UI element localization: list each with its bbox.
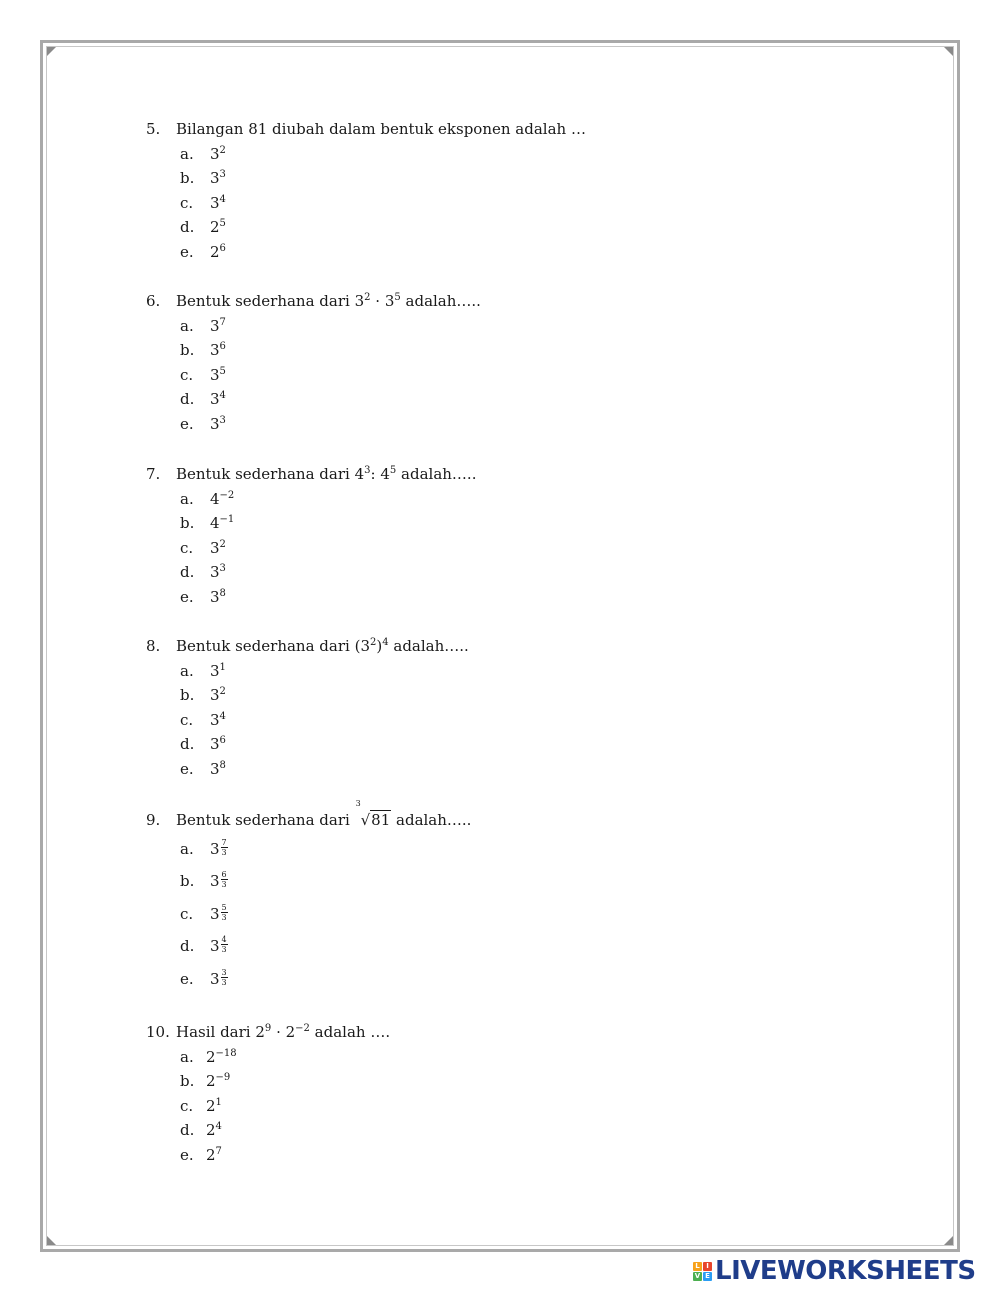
option-letter: b. <box>180 686 195 704</box>
option-letter: a. <box>180 1047 194 1066</box>
logo-tile: I <box>703 1262 712 1271</box>
question-7 <box>146 462 846 609</box>
option-letter: b. <box>180 1072 195 1090</box>
option-value: $2^{-18}$ <box>206 1047 237 1066</box>
option-letter: b. <box>180 514 195 532</box>
option-d[interactable] <box>146 215 846 240</box>
logo-tile: V <box>694 1271 701 1280</box>
option-value: 3 $\frac{6}{3}$ <box>210 870 227 890</box>
option-letter: d. <box>180 937 195 955</box>
question-stem <box>146 634 846 659</box>
option-letter: c. <box>180 193 194 212</box>
option-value: $4^{-1}$ <box>210 514 235 532</box>
option-a[interactable] <box>146 314 846 339</box>
option-a[interactable] <box>146 142 846 167</box>
option-b[interactable] <box>146 1069 846 1094</box>
option-value: $3^3$ <box>210 414 226 433</box>
option-letter: a. <box>180 316 194 335</box>
brand-name: LIVEWORKSHEETS <box>715 1256 976 1286</box>
option-letter: d. <box>180 1121 195 1139</box>
question-stem <box>146 289 846 314</box>
option-letter: d. <box>180 563 195 581</box>
option-c[interactable] <box>146 191 846 216</box>
question-6 <box>146 289 846 436</box>
option-value: $3^6$ <box>210 735 226 753</box>
option-value: $3^4$ <box>210 710 226 729</box>
option-e[interactable] <box>146 412 846 437</box>
corner-ornament-bottom-left <box>47 1236 56 1245</box>
option-letter: d. <box>180 735 195 753</box>
option-letter: d. <box>180 390 195 408</box>
corner-ornament-bottom-right <box>944 1236 953 1245</box>
option-d[interactable] <box>146 732 846 757</box>
option-d[interactable] <box>146 930 846 963</box>
question-stem <box>146 462 846 487</box>
question-text: Bentuk sederhana dari 3 √81 adalah….. <box>176 808 471 833</box>
option-letter: a. <box>180 144 194 163</box>
option-value: $3^6$ <box>210 341 226 359</box>
option-value: $2^7$ <box>206 1145 222 1164</box>
question-10 <box>146 1020 846 1167</box>
question-number: 9. <box>146 811 161 829</box>
liveworksheets-logo[interactable] <box>693 1254 976 1288</box>
option-value: $3^2$ <box>210 144 226 163</box>
option-value: $3^5$ <box>210 365 226 384</box>
option-letter: c. <box>180 538 194 557</box>
option-letter: c. <box>180 365 194 384</box>
option-value: $3^4$ <box>210 390 226 408</box>
option-letter: a. <box>180 661 194 680</box>
question-9 <box>146 799 846 995</box>
option-value: $3^2$ <box>210 538 226 557</box>
option-value: $2^4$ <box>206 1121 222 1139</box>
option-value: $4^{-2}$ <box>210 489 235 508</box>
option-value: 3 $\frac{5}{3}$ <box>210 902 227 923</box>
option-c[interactable] <box>146 536 846 561</box>
question-text: Bilangan 81 diubah dalam bentuk eksponen adalah … <box>176 120 586 138</box>
option-d[interactable] <box>146 387 846 412</box>
liveworksheets-logo-icon <box>693 1262 712 1281</box>
corner-ornament-top-right <box>944 47 953 56</box>
option-c[interactable] <box>146 898 846 931</box>
option-value: $2^5$ <box>210 218 226 236</box>
question-text: Bentuk sederhana dari $4^3$: $4^5$ adalah….. <box>176 465 477 483</box>
option-value: 3 $\frac{4}{3}$ <box>210 935 227 955</box>
option-letter: e. <box>180 1145 194 1164</box>
option-value: $3^7$ <box>210 316 226 335</box>
cube-root: 3 √81 <box>355 799 391 829</box>
question-8 <box>146 634 846 781</box>
option-value: $3^2$ <box>210 686 226 704</box>
option-letter: c. <box>180 904 194 923</box>
option-c[interactable] <box>146 1094 846 1119</box>
option-value: 3 $\frac{3}{3}$ <box>210 967 227 988</box>
option-a[interactable] <box>146 1045 846 1070</box>
option-e[interactable] <box>146 585 846 610</box>
question-stem <box>146 799 846 833</box>
option-letter: b. <box>180 341 195 359</box>
option-d[interactable] <box>146 560 846 585</box>
option-value: $3^3$ <box>210 169 226 187</box>
option-letter: e. <box>180 969 194 988</box>
question-text: Hasil dari $2^9 \cdot 2^{-2}$ adalah …. <box>176 1023 391 1041</box>
question-5 <box>146 117 846 264</box>
option-letter: e. <box>180 242 194 261</box>
option-b[interactable] <box>146 338 846 363</box>
option-letter: a. <box>180 489 194 508</box>
logo-tile: L <box>693 1262 702 1271</box>
option-a[interactable] <box>146 487 846 512</box>
corner-ornament-top-left <box>47 47 56 56</box>
option-e[interactable] <box>146 963 846 996</box>
question-stem <box>146 117 846 142</box>
option-letter: c. <box>180 710 194 729</box>
question-text: Bentuk sederhana dari $(3^2)^4$ adalah….. <box>176 637 469 655</box>
option-value: $3^4$ <box>210 193 226 212</box>
option-e[interactable] <box>146 240 846 265</box>
option-value: $3^1$ <box>210 661 226 680</box>
option-value: 3 $\frac{7}{3}$ <box>210 837 227 858</box>
option-value: $2^1$ <box>206 1096 222 1115</box>
option-letter: e. <box>180 587 194 606</box>
question-number: 5. <box>146 120 161 138</box>
option-b[interactable] <box>146 511 846 536</box>
question-number: 8. <box>146 637 161 655</box>
option-value: $3^8$ <box>210 587 226 606</box>
option-letter: c. <box>180 1096 194 1115</box>
option-a[interactable] <box>146 659 846 684</box>
option-letter: b. <box>180 872 195 890</box>
option-value: $2^6$ <box>210 242 226 261</box>
question-number: 10. <box>146 1023 170 1041</box>
option-letter: a. <box>180 839 194 858</box>
option-letter: e. <box>180 414 194 433</box>
option-e[interactable] <box>146 757 846 782</box>
option-a[interactable] <box>146 833 846 866</box>
option-b[interactable] <box>146 683 846 708</box>
option-c[interactable] <box>146 363 846 388</box>
option-d[interactable] <box>146 1118 846 1143</box>
question-number: 6. <box>146 292 161 310</box>
option-value: $2^{-9}$ <box>206 1072 231 1090</box>
option-value: $3^8$ <box>210 759 226 778</box>
option-b[interactable] <box>146 166 846 191</box>
option-b[interactable] <box>146 865 846 898</box>
logo-tile: E <box>703 1272 712 1281</box>
question-stem <box>146 1020 846 1045</box>
question-text: Bentuk sederhana dari $3^2 \cdot 3^5$ adalah….. <box>176 292 481 310</box>
option-letter: b. <box>180 169 195 187</box>
option-e[interactable] <box>146 1143 846 1168</box>
option-c[interactable] <box>146 708 846 733</box>
option-letter: e. <box>180 759 194 778</box>
option-value: $3^3$ <box>210 563 226 581</box>
question-number: 7. <box>146 465 161 483</box>
option-letter: d. <box>180 218 195 236</box>
